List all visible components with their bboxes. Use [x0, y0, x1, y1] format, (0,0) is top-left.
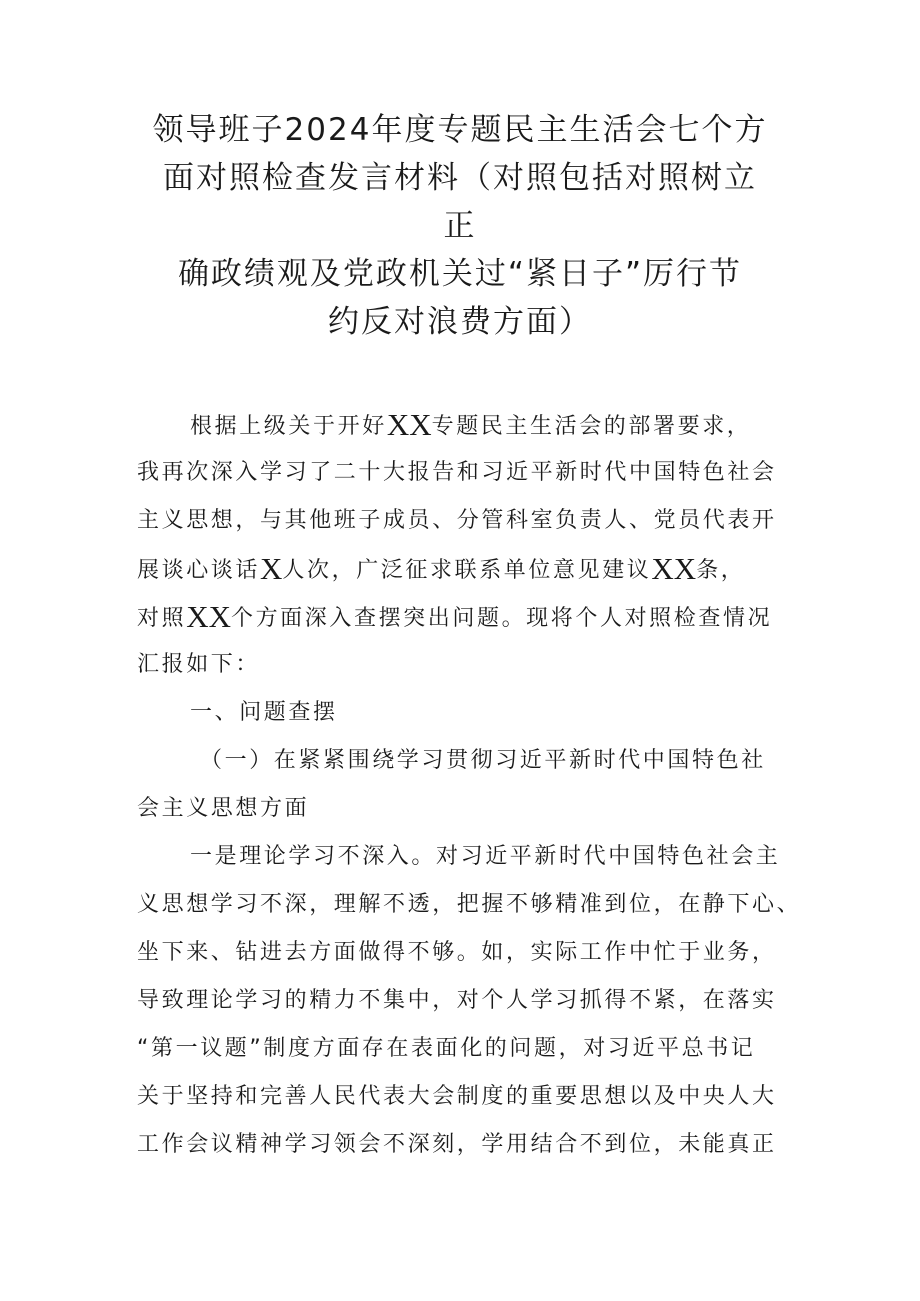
title-line-3: 正 — [443, 208, 477, 244]
section-heading-1: 一、问题查摆 — [190, 700, 338, 725]
paragraph-1-line-6: 汇报如下： — [137, 652, 261, 677]
title-line-5: 约反对浪费方面） — [328, 304, 592, 340]
paragraph-1-line-5: 对照XX个方面深入查摆突出问题。现将个人对照检查情况 — [137, 599, 773, 634]
paragraph-1-line-3: 主义思想，与其他班子成员、分管科室负责人、党员代表开 — [137, 508, 777, 533]
paragraph-2-line-1: 一是理论学习不深入。对习近平新时代中国特色社会主 — [190, 844, 781, 869]
paragraph-1-line-2: 我再次深入学习了二十大报告和习近平新时代中国特色社会 — [137, 460, 777, 485]
paragraph-2-line-6: 关于坚持和完善人民代表大会制度的重要思想以及中央人大 — [137, 1084, 777, 1109]
subsection-heading-line-1: （一）在紧紧围绕学习贯彻习近平新时代中国特色社 — [200, 748, 766, 773]
paragraph-1-line-1: 根据上级关于开好XX专题民主生活会的部署要求， — [190, 407, 752, 442]
title-line-2: 面对照检查发言材料（对照包括对照树立 — [163, 160, 757, 196]
paragraph-2-line-4: 导致理论学习的精力不集中，对个人学习抓得不紧，在落实 — [137, 988, 777, 1013]
paragraph-2-line-5: “第一议题”制度方面存在表面化的问题，对习近平总书记 — [137, 1036, 756, 1061]
paragraph-1-line-4: 展谈心谈话X人次，广泛征求联系单位意见建议XX条， — [137, 551, 746, 586]
subsection-heading-line-2: 会主义思想方面 — [137, 796, 310, 821]
paragraph-2-line-3: 坐下来、钻进去方面做得不够。如，实际工作中忙于业务， — [137, 940, 777, 965]
paragraph-2-line-2: 义思想学习不深，理解不透，把握不够精准到位，在静下心、 — [137, 892, 802, 917]
title-line-4: 确政绩观及党政机关过“紧日子”厉行节 — [177, 256, 743, 292]
title-line-1: 领导班子2024年度专题民主生活会七个方 — [152, 112, 768, 148]
paragraph-2-line-7: 工作会议精神学习领会不深刻，学用结合不到位，未能真正 — [137, 1132, 777, 1157]
